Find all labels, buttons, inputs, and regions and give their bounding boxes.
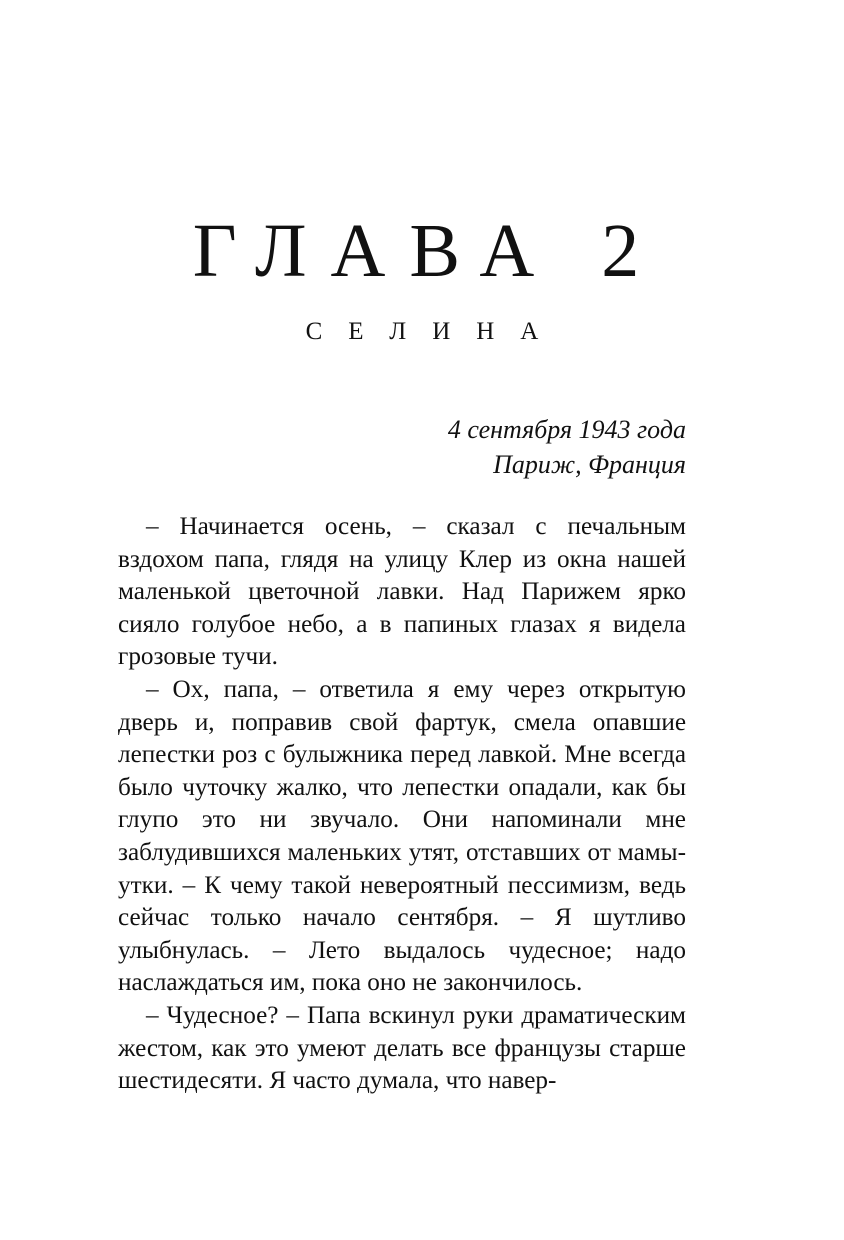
paragraph: – Начинается осень, – сказал с печальным вздохом папа, глядя на улицу Клер из окна нашей маленькой цветочной лавки. Над Парижем ярко сияло голубое небо, а в папиных глазах я видела грозовые тучи. [118, 513, 686, 671]
chapter-subtitle: СЕЛИНА [305, 318, 565, 345]
body-text [118, 511, 686, 1098]
paragraph: – Ох, папа, – ответила я ему через открытую дверь и, поправив свой фартук, смела опавшие лепестки роз с булыжника перед лавкой. Мне всегда было чуточку жалко, что лепестки опадали, как бы глупо это ни звучало. Они напоминали мне заблудившихся маленьких утят, отставших от мамы-утки. – К чему такой невероятный пессимизм, ведь сейчас только начало сентября. – Я шутливо улыбнулась. – Лето выдалось чудесное; надо наслаждаться им, пока оно не закончилось. [118, 675, 686, 997]
dateline-date: 4 сентября 1943 года [447, 415, 686, 444]
chapter-title: ГЛАВА 2 [192, 209, 664, 293]
paragraph: – Чудесное? – Папа вскинул руки драматическим жестом, как это умеют делать все французы старше шестидесяти. Я часто думала, что навер- [118, 1001, 686, 1095]
dateline [186, 412, 686, 482]
dateline-place: Париж, Франция [493, 450, 686, 479]
